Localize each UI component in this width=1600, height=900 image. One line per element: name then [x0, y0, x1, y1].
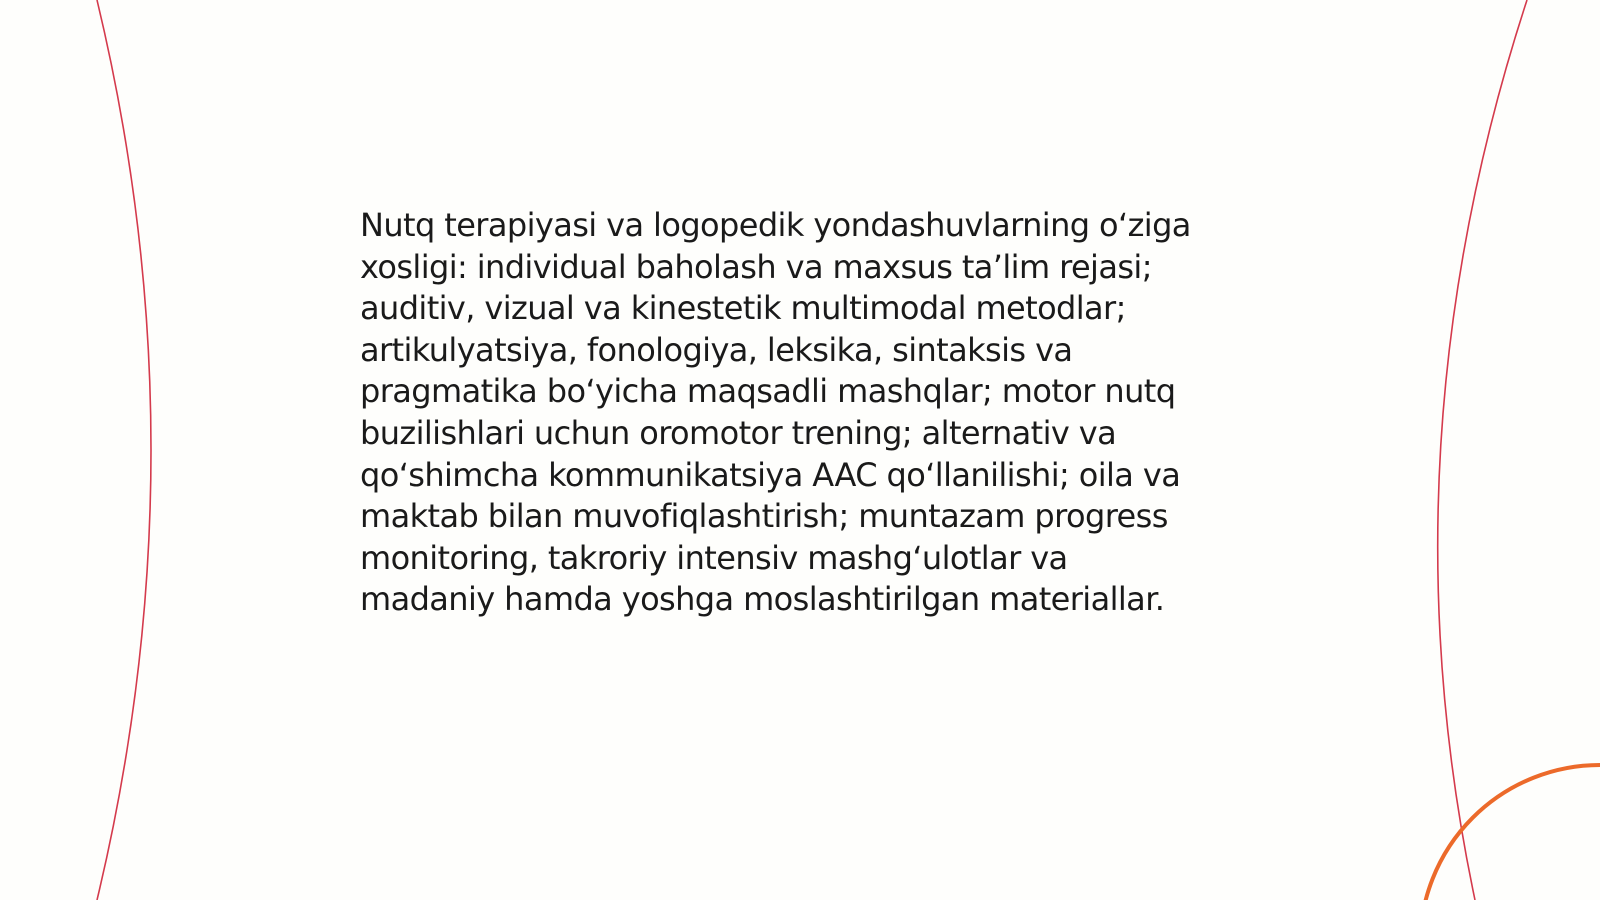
right-curve-line	[1438, 0, 1527, 900]
left-curve-line	[97, 0, 151, 900]
slide-body-text: Nutq terapiyasi va logopedik yondashuvlarning o‘ziga xosligi: individual baholash va maxsus ta’lim rejasi; auditiv, vizual va kinestetik multimodal metodlar; artikulyatsiya, fonologiya, leksika, sintaksis va pragmatika bo‘yicha maqsadli mashqlar; motor nutq buzilishlari uchun oromotor trening; alternativ va qo‘shimcha kommunikatsiya AAC qo‘llanilishi; oila va maktab bilan muvofiqlashtirish; muntazam progress monitoring, takroriy intensiv mashg‘ulotlar va madaniy hamda yoshga moslashtirilgan materiallar.	[360, 206, 1191, 619]
orange-circle-accent	[1420, 765, 1600, 900]
